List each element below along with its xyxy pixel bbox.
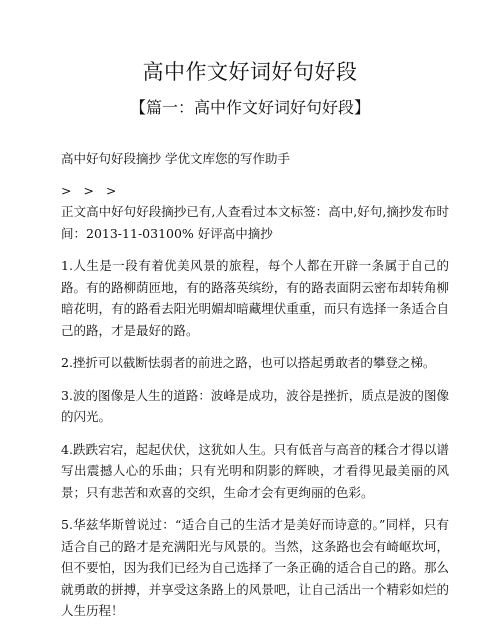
document-body [61, 148, 449, 633]
paragraph-5: 5.华兹华斯曾说过：“适合自己的生活才是美好而诗意的。”同样，只有适合自己的路才是充满阳光与风景的。当然，这条路也会有崎岖坎坷，但不要怕，因为我们已经为自己选择了一条正确的适合自己的路。那么就勇敢的拼搏，并享受这条路上的风景吧，让自己活出一个精彩如烂的人生历程！ [61, 517, 449, 618]
paragraph-3: 3.波的图像是人生的道路：波峰是成功，波谷是挫折，质点是波的图像的闪光。 [61, 387, 449, 424]
document-title: 高中作文好词好句好段 [142, 60, 358, 84]
document-subtitle: 【篇一：高中作文好词好句好段】 [129, 98, 370, 117]
article-meta: 正文高中好句好段摘抄已有,人查看过本文标签：高中,好句,摘抄发布时间：2013-11-03100% 好评高中摘抄 [61, 204, 449, 241]
intro-line: 高中好句好段摘抄 学优文库您的写作助手 [61, 151, 290, 166]
arrow-marker: > > > [61, 182, 121, 198]
paragraph-4: 4.跌跌宕宕，起起伏伏，这犹如人生。只有低音与高音的糅合才得以谱写出震撼人心的乐曲；只有光明和阴影的辉映，才看得见最美丽的风景；只有悲苦和欢喜的交织，生命才会有更绚丽的色彩。 [61, 441, 449, 500]
paragraph-2: 2.挫折可以截断怯弱者的前进之路，也可以搭起勇敢者的攀登之梯。 [61, 355, 436, 370]
paragraph-1: 1.人生是一段有着优美风景的旅程，每个人都在开辟一条属于自己的路。有的路柳荫匝地，有的路落英缤纷，有的路表面阴云密布却转角柳暗花明，有的路看去阳光明媚却暗藏埋伏重重，而只有选择一条适合自己的路，才是最好的路。 [61, 258, 449, 338]
